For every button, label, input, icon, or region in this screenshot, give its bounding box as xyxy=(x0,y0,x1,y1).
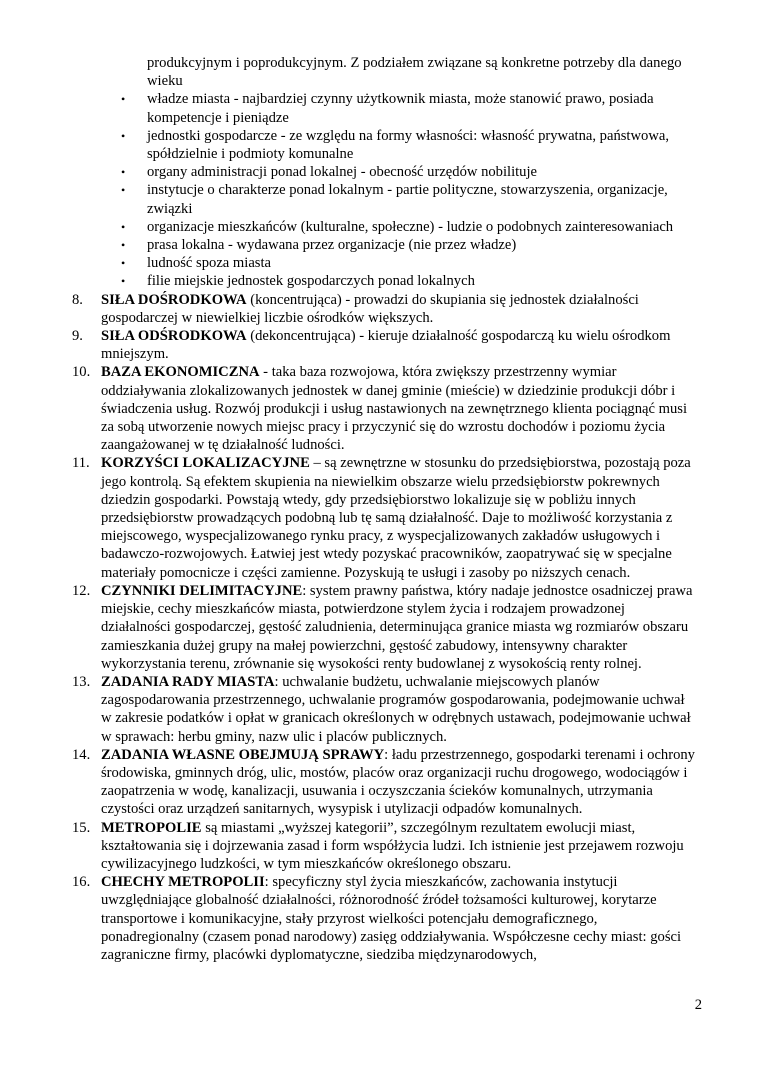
item-text: (dekoncentrująca) - kieruje działalność gospodarczą ku wielu ośrodkom mniejszym. xyxy=(101,328,671,363)
item-term: ZADANIA RADY MIASTA xyxy=(101,673,275,690)
numbered-item xyxy=(72,454,697,581)
continuation-paragraph: produkcyjnym i poprodukcyjnym. Z podziałem związane są konkretne potrzeby dla danego wieku xyxy=(147,55,682,90)
bullet-text: filie miejskie jednostek gospodarczych ponad lokalnych xyxy=(147,273,475,290)
bullet-icon: • xyxy=(121,183,126,198)
bullet-icon: • xyxy=(121,256,126,271)
page-content xyxy=(0,54,760,964)
list-item xyxy=(121,218,692,236)
item-text: : system prawny państwa, który nadaje jednostce osadniczej prawa miejskie, cechy mieszkańców miasta, potwierdzone stylem życia i rodzajem prowadzonej działalności gospodarczej, gęstość zaludnienia, determinująca granice miasta wg rozmiarów obszaru zamieszkania dużej grupy na małej powierzchni, gęstość zabudowy, intensywny charakter wykorzystania terenu, zrównanie się wysokości renty budowlanej z wysokością renty rolnej. xyxy=(101,582,693,672)
item-term: CZYNNIKI DELIMITACYJNE xyxy=(101,582,303,599)
item-number: 11. xyxy=(72,455,90,472)
page-number: 2 xyxy=(694,997,702,1013)
list-item xyxy=(121,236,692,254)
item-term: SIŁA ODŚRODKOWA xyxy=(101,328,247,345)
item-text: – są zewnętrzne w stosunku do przedsiębiorstwa, pozostają poza jego kontrolą. Są efektem skupienia na niewielkim obszarze wielu przedsiębiorstw pokrewnych dziedzin gospodarki. Powstają wtedy, gdy przedsiębiorstwo lokalizuje się w pobliżu innych przedsiębiorstw prowadzących podobną lub tę samą działalność. Daje to możliwość korzystania z miejscowego, wyspecjalizowanego rynku pracy, z wyspecjalizowanych zakładów usługowych i badawczo-rozwojowych. Łatwiej jest wtedy pozyskać pracowników, zaopatrywać się w specjalne materiały pomocnicze i części zamienne. Pozyskują te usługi i zasoby po niższych cenach. xyxy=(101,455,691,581)
numbered-item xyxy=(72,746,697,819)
item-number: 16. xyxy=(72,874,91,891)
item-number: 8. xyxy=(72,291,83,308)
item-number: 15. xyxy=(72,819,91,836)
numbered-list xyxy=(0,291,760,965)
bullet-text: instytucje o charakterze ponad lokalnym - partie polityczne, stowarzyszenia, organizacje, związki xyxy=(147,182,668,217)
bullet-text: organizacje mieszkańców (kulturalne, społeczne) - ludzie o podobnych zainteresowaniach xyxy=(147,218,674,235)
item-term: METROPOLIE xyxy=(101,819,202,836)
item-text: - taka baza rozwojowa, która zwiększy przestrzenny wymiar oddziaływania zlokalizowanych jednostek w danej gminie (mieście) w dziedzinie produkcji dóbr i świadczenia usług. Rozwój produkcji i usług nastawionych na zewnętrznego klienta pociągnąć musi za sobą utworzenie nowych miejsc pracy i przyczynić się do wzrostu dochodów i poziomu życia zaangażowanej w tę działalność ludności. xyxy=(101,364,688,454)
bullet-icon: • xyxy=(121,238,126,253)
numbered-item xyxy=(72,291,697,327)
item-text: są miastami „wyższej kategorii”, szczególnym rezultatem ewolucji miast, kształtowania się i dojrzewania zasad i form współżycia ludzi. Ich istnienie jest przejawem rozwoju cywilizacyjnego ludzkości, w tym mieszkańców określonego obszaru. xyxy=(101,819,684,872)
list-item xyxy=(121,254,692,272)
list-item xyxy=(121,181,692,217)
numbered-item xyxy=(72,819,697,874)
bullet-list xyxy=(0,90,760,290)
bullet-icon: • xyxy=(121,274,126,289)
numbered-item xyxy=(72,582,697,673)
bullet-icon: • xyxy=(121,219,126,234)
item-number: 12. xyxy=(72,582,91,599)
item-number: 14. xyxy=(72,746,91,763)
bullet-text: jednostki gospodarcze - ze względu na formy własności: własność prywatna, państwowa, spółdzielnie i podmioty komunalne xyxy=(147,127,669,163)
item-text: (koncentrująca) - prowadzi do skupiania się jednostek działalności gospodarczej w niewielkiej liczbie ośrodków większych. xyxy=(101,291,639,326)
numbered-item xyxy=(72,363,697,454)
item-term: KORZYŚCI LOKALIZACYJNE xyxy=(101,455,310,472)
bullet-text: prasa lokalna - wydawana przez organizacje (nie przez władze) xyxy=(147,237,517,254)
bullet-icon: • xyxy=(121,128,126,143)
item-text: : uchwalanie budżetu, uchwalanie miejscowych planów zagospodarowania przestrzennego, uchwalanie programów gospodarowania, podejmowanie uchwał w zakresie podatków i opłat w granicach określonych w odrębnych ustawach, podejmowanie uchwał w sprawach: herbu gminy, nazw ulic i placów publicznych. xyxy=(101,673,691,745)
item-number: 9. xyxy=(72,328,83,345)
bullet-text: władze miasta - najbardziej czynny użytkownik miasta, może stanowić prawo, posiada kompetencje i pieniądze xyxy=(147,91,654,126)
item-text: : ładu przestrzennego, gospodarki terenami i ochrony środowiska, gminnych dróg, ulic, mostów, placów oraz organizacji ruchu drogowego, wodociągów i zaopatrzenia w wodę, kanalizacji, usuwania i oczyszczania ścieków komunalnych, utrzymania czystości oraz urządzeń sanitarnych, wysypisk i utylizacji odpadów komunalnych. xyxy=(101,746,695,818)
item-text: : specyficzny styl życia mieszkańców, zachowania instytucji uwzględniające globalność działalności, różnorodność źródeł tożsamości kulturowej, korytarze transportowe i komunikacyjne, stały przyrost wielkości potencjału demograficznego, ponadregionalny (czasem ponad narodowy) zasięg oddziaływania. Współczesne cechy miast: gości zagraniczne firmy, placówki dyplomatyczne, siedziba międzynarodowych, xyxy=(101,874,682,963)
bullet-icon: • xyxy=(121,92,126,107)
numbered-item xyxy=(72,327,697,363)
numbered-item xyxy=(72,873,697,964)
list-item xyxy=(121,127,692,163)
list-item xyxy=(121,272,692,290)
item-term: CHECHY METROPOLII xyxy=(101,874,265,891)
item-term: SIŁA DOŚRODKOWA xyxy=(101,291,247,308)
item-number: 13. xyxy=(72,673,91,690)
list-item xyxy=(121,163,692,181)
bullet-text: organy administracji ponad lokalnej - obecność urzędów nobilituje xyxy=(147,164,538,181)
bullet-text: ludność spoza miasta xyxy=(147,255,272,272)
item-term: ZADANIA WŁASNE OBEJMUJĄ SPRAWY xyxy=(101,746,385,763)
bullet-icon: • xyxy=(121,165,126,180)
item-number: 10. xyxy=(72,364,91,381)
list-item xyxy=(121,90,692,126)
numbered-item xyxy=(72,673,697,746)
item-term: BAZA EKONOMICZNA xyxy=(101,364,260,381)
